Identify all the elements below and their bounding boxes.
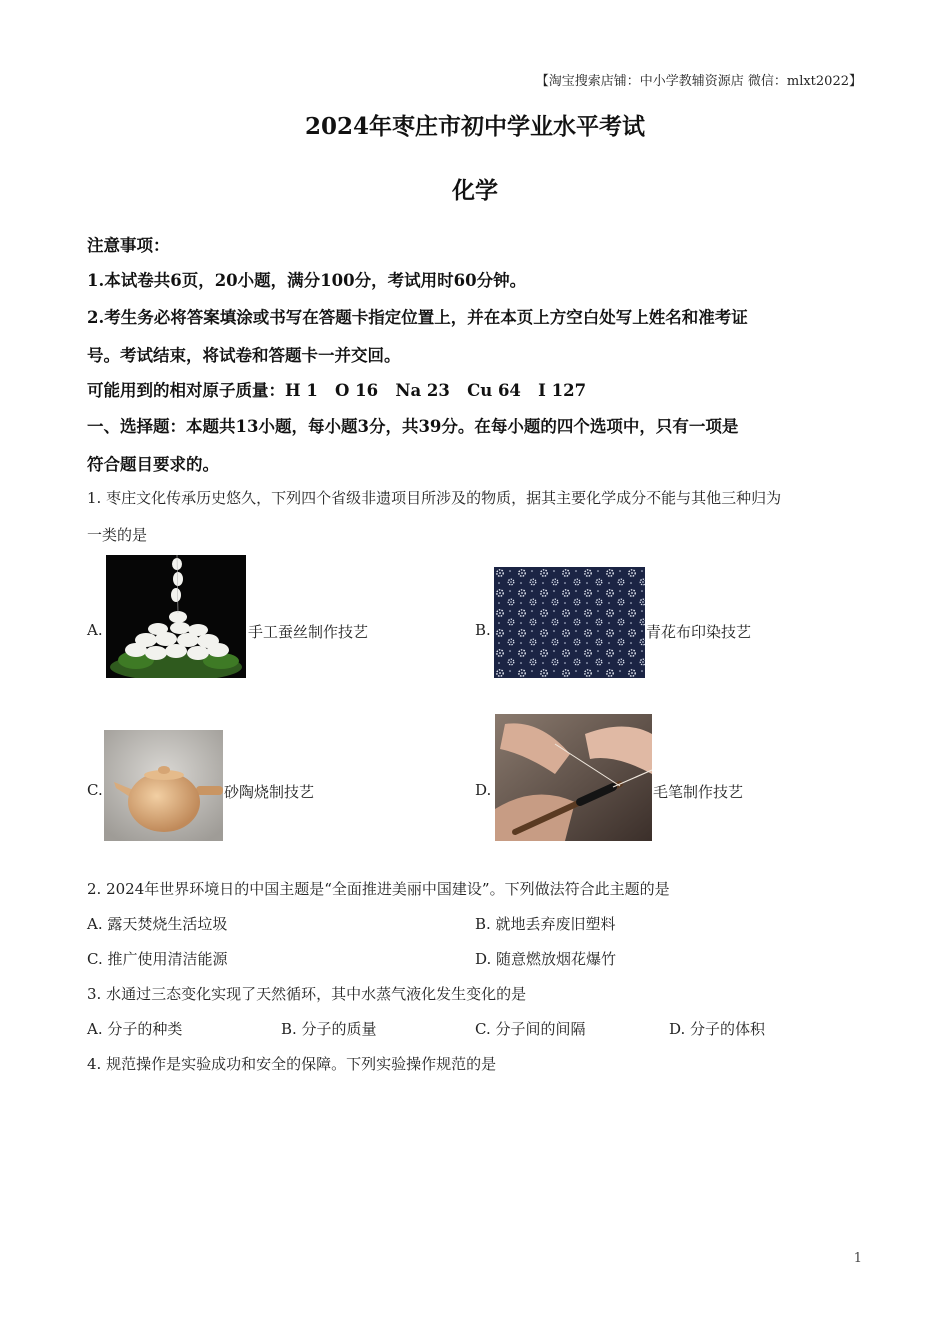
silk-cocoon-photo [106,555,246,678]
q2-option-c: C. 推广使用清洁能源 [87,950,228,968]
q3-option-c: C. 分子间的间隔 [475,1020,586,1038]
q1-option-c-letter: C. [87,781,103,799]
q2-option-b: B. 就地丢弃废旧塑料 [475,915,616,933]
q3-option-b: B. 分子的质量 [281,1020,377,1038]
blue-floral-cloth-photo [494,567,645,678]
q3-option-a: A. 分子的种类 [87,1020,183,1038]
section-1-line1: 一、选择题：本题共13小题，每小题3分，共39分。在每小题的四个选项中，只有一项是 [87,417,739,436]
q4-stem: 4. 规范操作是实验成功和安全的保障。下列实验操作规范的是 [87,1055,497,1073]
q1-option-a-letter: A. [87,621,103,639]
header-note: 【淘宝搜索店铺：中小学教辅资源店 微信：mlxt2022】 [535,74,862,89]
q3-stem: 3. 水通过三态变化实现了天然循环，其中水蒸气液化发生变化的是 [87,985,527,1003]
q1-option-d-text: 毛笔制作技艺 [653,783,744,801]
q1-option-b-text: 青花布印染技艺 [646,623,752,641]
notice-item-2-line2: 号。考试结束，将试卷和答题卡一并交回。 [87,346,401,365]
section-1-line2: 符合题目要求的。 [87,455,219,474]
page-number: 1 [853,1251,862,1266]
atomic-masses: 可能用到的相对原子质量：H 1 O 16 Na 23 Cu 64 I 127 [87,381,587,400]
notice-item-2-line1: 2.考生务必将答案填涂或书写在答题卡指定位置上，并在本页上方空白处写上姓名和准考证 [87,308,748,327]
q1-option-b-letter: B. [475,621,491,639]
brush-making-photo [495,714,652,841]
exam-title: 2024年枣庄市初中学业水平考试 [304,113,645,140]
q3-option-d: D. 分子的体积 [669,1020,766,1038]
q1-stem-line1: 1. 枣庄文化传承历史悠久，下列四个省级非遗项目所涉及的物质，据其主要化学成分不能与其他三种归为 [87,489,782,507]
q2-option-a: A. 露天焚烧生活垃圾 [87,915,228,933]
clay-teapot-photo [104,730,223,841]
q2-option-d: D. 随意燃放烟花爆竹 [475,950,617,968]
notice-heading: 注意事项： [87,236,170,255]
notice-item-1: 1.本试卷共6页，20小题，满分100分，考试用时60分钟。 [87,271,527,290]
q1-option-a-text: 手工蚕丝制作技艺 [248,623,369,641]
q1-stem-line2: 一类的是 [87,526,148,544]
subject-title: 化学 [452,177,498,204]
q1-option-c-text: 砂陶烧制技艺 [224,783,315,801]
q2-stem: 2. 2024年世界环境日的中国主题是“全面推进美丽中国建设”。下列做法符合此主题的是 [87,880,670,898]
q1-option-d-letter: D. [475,781,492,799]
